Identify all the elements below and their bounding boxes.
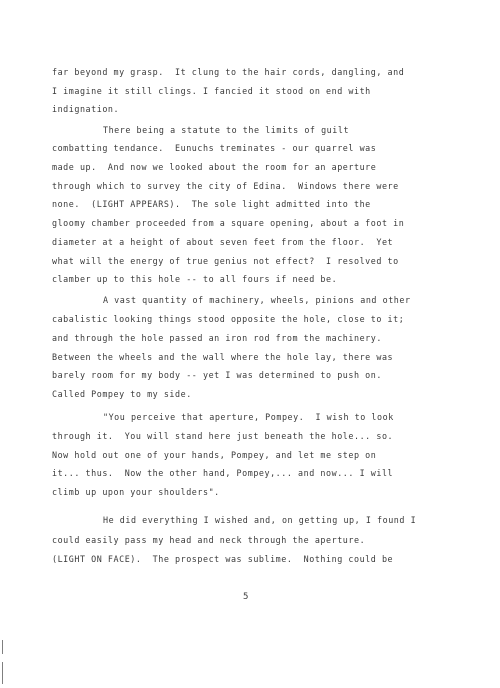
text-line: I imagine it still clings. I fancied it stood on end with xyxy=(52,86,371,96)
text-line: clamber up to this hole -- to all fours if need be. xyxy=(52,274,338,284)
text-line: through which to survey the city of Edina. Windows there were xyxy=(52,181,399,191)
page-number: 5 xyxy=(243,592,249,602)
text-line: There being a statute to the limits of guilt xyxy=(103,125,350,135)
text-line: Between the wheels and the wall where the hole lay, there was xyxy=(52,352,394,362)
text-line: none. (LIGHT APPEARS). The sole light admitted into the xyxy=(52,199,371,209)
text-line: climb up upon your shoulders". xyxy=(52,487,220,497)
text-line: gloomy chamber proceeded from a square opening, about a foot in xyxy=(52,218,405,228)
text-line: and through the hole passed an iron rod from the machinery. xyxy=(52,333,382,343)
text-line: A vast quantity of machinery, wheels, pinions and other xyxy=(103,295,411,305)
text-line: barely room for my body -- yet I was determined to push on. xyxy=(52,370,382,380)
text-line: it... thus. Now the other hand, Pompey,... and now... I will xyxy=(52,468,394,478)
scan-edge-mark xyxy=(2,662,3,684)
text-line: Now hold out one of your hands, Pompey, and let me step on xyxy=(52,450,377,460)
text-line: He did everything I wished and, on getting up, I found I xyxy=(103,515,417,525)
text-line: indignation. xyxy=(52,104,120,114)
text-line: combatting tendance. Eunuchs treminates - our quarrel was xyxy=(52,143,377,153)
text-line: "You perceive that aperture, Pompey. I wish to look xyxy=(103,412,394,422)
text-line: far beyond my grasp. It clung to the hair cords, dangling, and xyxy=(52,67,405,77)
text-line: cabalistic looking things stood opposite the hole, close to it; xyxy=(52,314,405,324)
scan-edge-mark xyxy=(2,640,3,654)
text-line: through it. You will stand here just beneath the hole... so. xyxy=(52,431,394,441)
text-line: (LIGHT ON FACE). The prospect was sublime. Nothing could be xyxy=(52,554,394,564)
text-line: diameter at a height of about seven feet from the floor. Yet xyxy=(52,237,394,247)
text-line: Called Pompey to my side. xyxy=(52,389,192,399)
text-line: what will the energy of true genius not effect? I resolved to xyxy=(52,256,399,266)
text-line: made up. And now we looked about the room for an aperture xyxy=(52,162,377,172)
text-line: could easily pass my head and neck through the aperture. xyxy=(52,535,366,545)
